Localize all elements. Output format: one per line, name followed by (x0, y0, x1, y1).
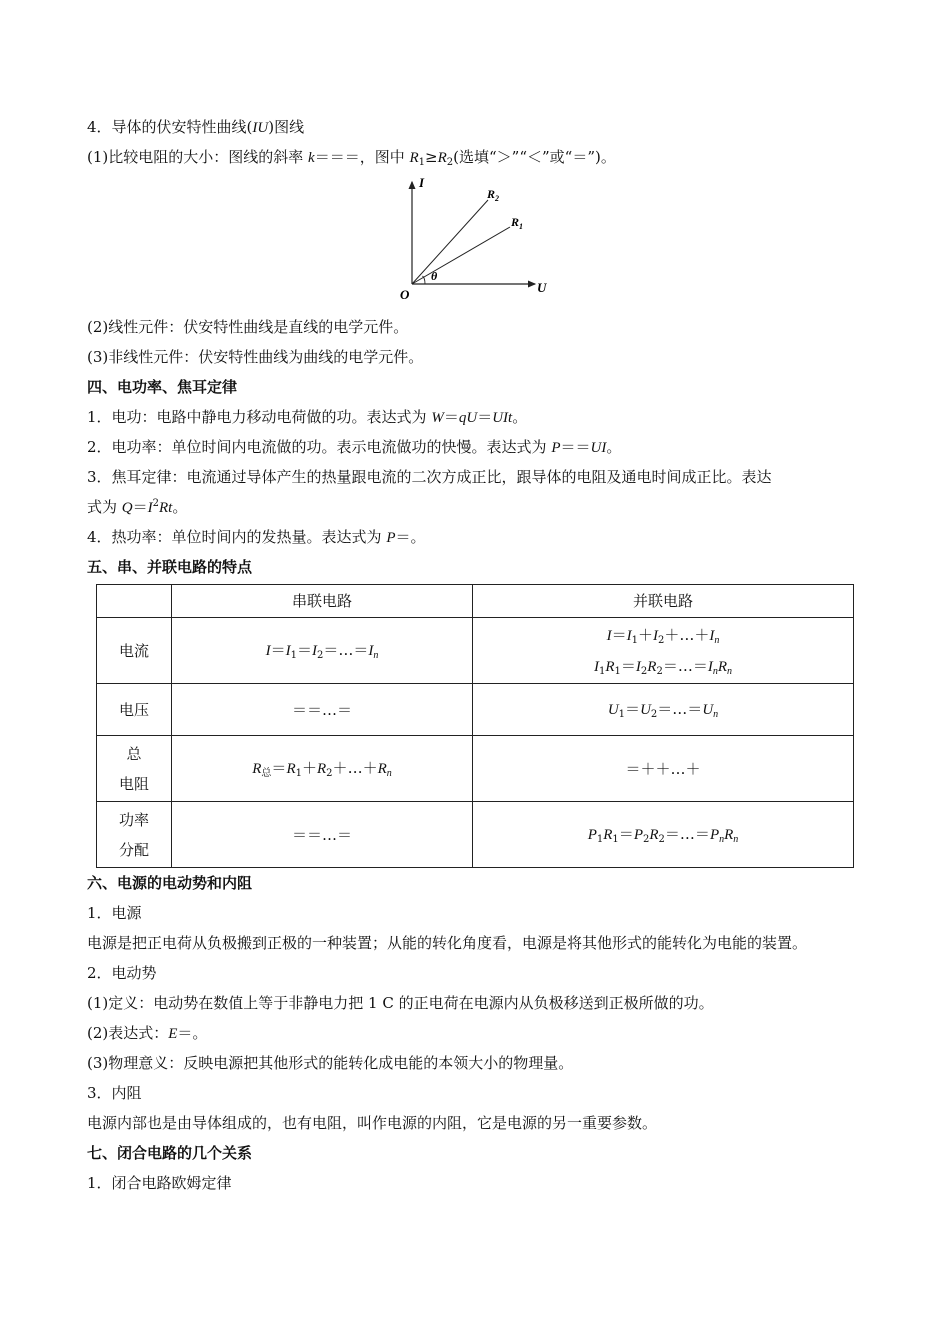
voltage-series: ＝＝…＝ (172, 684, 473, 736)
part-7-title: 七、闭合电路的几个关系 (87, 1144, 253, 1162)
circuit-table (96, 584, 854, 868)
document-page (87, 112, 863, 1198)
part-6-paragraph-3: 电源内部也是由导体组成的，也有电阻，叫作电源的内阻，它是电源的另一重要参数。 (87, 1114, 658, 1132)
section-4-heading: 4．导体的伏安特性曲线(IU)图线 (87, 118, 305, 136)
current-series: $I=I_1=I_2=\dots=I_n$ (172, 618, 473, 684)
power-parallel: $P_1R_1=P_2R_2=\dots=P_nR_n$ (473, 802, 854, 868)
iu-graph-svg (395, 172, 555, 302)
table-corner-cell (97, 585, 172, 618)
part-4-line-3a: 3．焦耳定律：电流通过导体产生的热量跟电流的二次方成正比，跟导体的电阻及通电时间成正比。表达 (87, 468, 772, 486)
row-label-resistance: 总 电阻 (97, 736, 172, 802)
resistance-series: $R_总=R_1+R_2+\dots+R_n$ (172, 736, 473, 802)
part-4-line-2: 2．电功率：单位时间内电流做的功。表示电流做功的快慢。表达式为 P＝＝UI。 (87, 438, 622, 456)
part-4-line-3b: 式为 $Q=I^2Rt$。 (87, 498, 188, 516)
part-6-definition-3: (3)物理意义：反映电源把其他形式的能转化成电能的本领大小的物理量。 (87, 1054, 574, 1072)
part-5-title: 五、串、并联电路的特点 (87, 558, 253, 576)
part-6-heading-3: 3．内阻 (87, 1084, 142, 1102)
table-header-row (97, 585, 854, 618)
part-6-definition-2: (2)表达式：E＝。 (87, 1024, 208, 1042)
row-label-current: 电流 (97, 618, 172, 684)
section-4-item-1: (1)比较电阻的大小：图线的斜率 k＝＝＝，图中 $R_1\ge R_2$(选填“＞”“＜”或“＝”)。 (87, 148, 616, 168)
resistance-parallel: ＝＋＋…＋ (473, 736, 854, 802)
part-6-definition-1: (1)定义：电动势在数值上等于非静电力把 1 C 的正电荷在电源内从负极移送到正极所做的功。 (87, 994, 714, 1012)
r2-line (412, 200, 488, 284)
current-parallel-line-2: $I_1R_1=I_2R_2=\dots=I_nR_n$ (593, 656, 733, 677)
part-7-heading-1: 1．闭合电路欧姆定律 (87, 1174, 232, 1192)
part-6-paragraph-1: 电源是把正电荷从负极搬到正极的一种装置；从能的转化角度看，电源是将其他形式的能转化为电能的装置。 (87, 934, 808, 952)
r1-label: $R_1$ (511, 215, 524, 231)
part-6-title: 六、电源的电动势和内阻 (87, 874, 253, 892)
section-4-item-2: (2)线性元件：伏安特性曲线是直线的电学元件。 (87, 318, 409, 336)
table-row-resistance (97, 736, 854, 802)
part-4-title: 四、电功率、焦耳定律 (87, 378, 238, 396)
r1-line (412, 227, 510, 284)
table-row-current (97, 618, 854, 684)
table-row-voltage (97, 684, 854, 736)
table-row-power (97, 802, 854, 868)
part-6-heading-1: 1．电源 (87, 904, 142, 922)
i-axis-label: I (419, 175, 425, 190)
iu-graph (87, 172, 863, 312)
row-label-voltage: 电压 (97, 684, 172, 736)
origin-label: O (400, 287, 410, 302)
part-6-heading-2: 2．电动势 (87, 964, 157, 982)
header-parallel: 并联电路 (473, 585, 854, 618)
current-parallel (473, 618, 854, 684)
u-axis-label: U (537, 280, 547, 295)
header-series: 串联电路 (172, 585, 473, 618)
part-4-line-1: 1．电功：电路中静电力移动电荷做的功。表达式为 W＝qU＝UIt。 (87, 408, 528, 426)
section-4-item-3: (3)非线性元件：伏安特性曲线为曲线的电学元件。 (87, 348, 424, 366)
voltage-parallel: $U_1=U_2=\dots=U_n$ (473, 684, 854, 736)
row-label-power: 功率 分配 (97, 802, 172, 868)
part-4-line-4: 4．热功率：单位时间内的发热量。表达式为 P＝。 (87, 528, 426, 546)
power-series: ＝＝…＝ (172, 802, 473, 868)
r2-label: $R_2$ (487, 187, 500, 203)
current-parallel-line-1: $I=I_1+I_2+\dots+I_n$ (606, 625, 720, 646)
theta-label: θ (431, 269, 438, 283)
